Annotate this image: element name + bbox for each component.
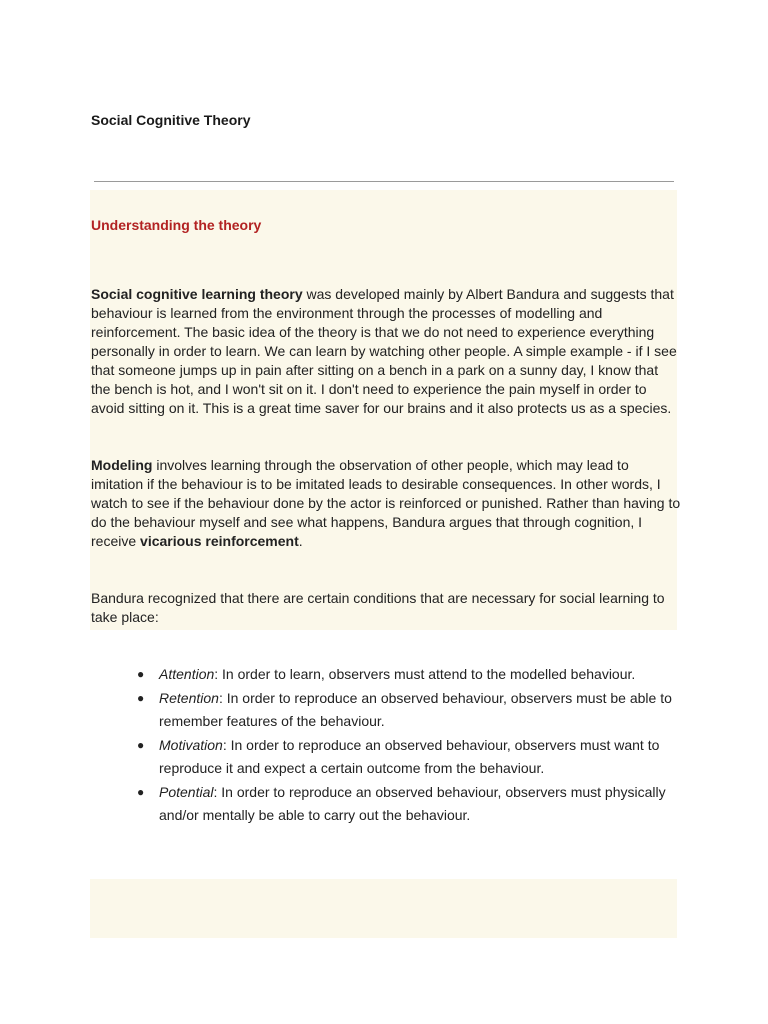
horizontal-divider xyxy=(94,181,674,182)
paragraph-modeling xyxy=(91,456,681,551)
paragraph-text: involves learning through the observation of other people, which may lead to imitation if the behaviour is to be imitated leads to desirable consequences. In other words, I watch to see if the behaviour done by the actor is reinforced or punished. Rather than having to do the behaviour myself and see what happens, Bandura argues that through cognition, I receive xyxy=(91,457,681,549)
condition-term: Motivation xyxy=(159,736,223,753)
list-item xyxy=(137,663,679,687)
condition-text: : In order to reproduce an observed behaviour, observers must physically and/or mentally be able to carry out the behaviour. xyxy=(159,783,666,823)
bold-term: Modeling xyxy=(91,457,153,473)
document-title: Social Cognitive Theory xyxy=(91,112,251,128)
bullet-icon: ● xyxy=(137,784,145,799)
paragraph-tail: . xyxy=(298,533,303,549)
condition-term: Attention xyxy=(159,666,215,682)
bullet-icon: ● xyxy=(137,737,145,752)
list-item xyxy=(137,734,679,781)
condition-text: : In order to learn, observers must attend to the modelled behaviour. xyxy=(214,666,636,682)
section-heading: Understanding the theory xyxy=(91,217,262,233)
paragraph-social-cognitive-learning xyxy=(91,285,681,418)
conditions-list xyxy=(137,663,679,828)
condition-term: Retention xyxy=(159,689,219,706)
condition-text: : In order to reproduce an observed behaviour, observers must want to reproduce it and expect a certain outcome from the behaviour. xyxy=(159,736,660,776)
paragraph-conditions-intro: Bandura recognized that there are certain conditions that are necessary for social learning to take place: xyxy=(91,590,665,625)
bold-term: Social cognitive learning theory xyxy=(91,286,303,302)
bold-term: vicarious reinforcement xyxy=(140,533,299,549)
bullet-icon: ● xyxy=(137,690,145,705)
paragraph-text: was developed mainly by Albert Bandura and suggests that behaviour is learned from the environment through the processes of modelling and reinforcement. The basic idea of the theory is that we do not need to experience everything personally in order to learn. We can learn by watching other people. A simple example - if I see that someone jumps up in pain after sitting on a bench in a park on a sunny day, I know that the bench is hot, and I won't sit on it. I don't need to experience the pain myself in order to avoid sitting on it. This is a great time saver for our brains and it also protects us as a species. xyxy=(91,286,677,416)
list-item xyxy=(137,687,679,734)
condition-term: Potential xyxy=(159,783,214,800)
list-item xyxy=(137,781,679,828)
empty-highlight-panel xyxy=(90,879,677,938)
condition-text: : In order to reproduce an observed behaviour, observers must be able to remember features of the behaviour. xyxy=(159,689,672,729)
bullet-icon: ● xyxy=(137,667,145,681)
